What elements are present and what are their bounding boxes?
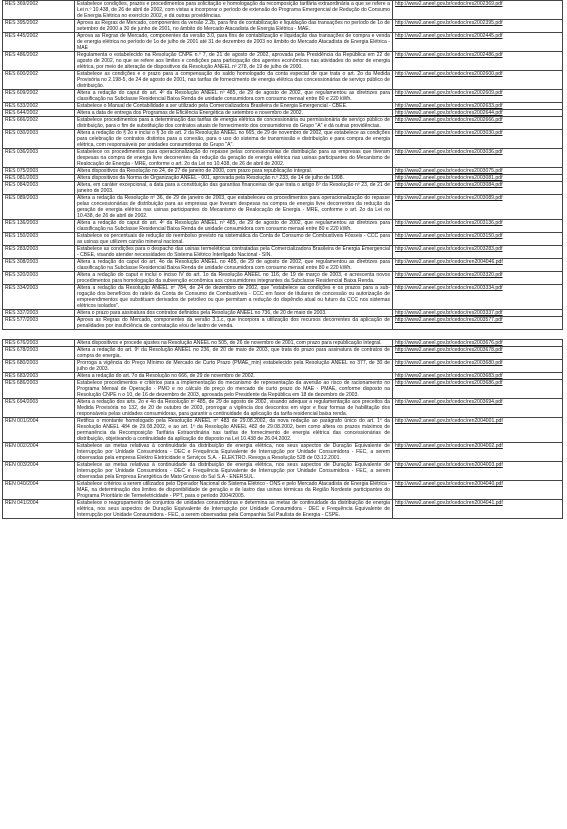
resolution-description: Altera a redação do caput e inclui o inciso IV do art. 1o da Resolução ANEEL no 116, de 19 de março de 2003, e acrescenta novos procedimentos para homologação da subvenção econômica aos consumidores integrantes da Subclasse Residencial Baixa Renda. [75, 272, 393, 285]
resolution-pdf-link[interactable]: http://www2.aneel.gov.br/cedoc/res2003680.pdf [393, 360, 563, 373]
resolution-pdf-link[interactable]: http://www2.aneel.gov.br/cedoc/res2003089.pdf [393, 195, 563, 220]
resolution-description: Estabelece procedimentos para a determinação das tarifas de energia elétrica de concessionária ou permissionária de serviço público de distribuição, para o fim de substituição dos contratos atuais de fornecimento dos consumidores do Grupo "A" e dá outras providências. [75, 117, 393, 130]
resolution-pdf-link[interactable]: http://www2.aneel.gov.br/cedoc/ren2004046.pdf [393, 259, 563, 272]
resolution-id: RES 676/2003 [3, 340, 75, 347]
resolution-pdf-link[interactable]: http://www2.aneel.gov.br/cedoc/res2003075.pdf [393, 168, 563, 175]
table-row [3, 117, 563, 130]
resolution-id: REN 001/2004 [3, 418, 75, 443]
table-row [3, 71, 563, 90]
resolution-id: RES 686/2003 [3, 380, 75, 399]
resolution-pdf-link[interactable]: http://www2.aneel.gov.br/cedoc/res2002644.pdf [393, 110, 563, 117]
table-row [3, 103, 563, 110]
resolution-description: Estabelece as condições para o despacho das usinas termelétricas contratadas pela Comercializadora Brasileira de Energia Emergencial - CBEE, visando atender necessidades do Sistema Elétrico Interligado Nacional - SIN. [75, 246, 393, 259]
resolution-id: RES 486/2002 [3, 52, 75, 71]
resolution-pdf-link[interactable]: http://www2.aneel.gov.br/cedoc/res2002486.pdf [393, 52, 563, 71]
resolution-pdf-link[interactable]: http://www2.aneel.gov.br/cedoc/ren2004040.pdf [393, 481, 563, 500]
table-row [3, 168, 563, 175]
table-row [3, 347, 563, 360]
resolution-id: RES 334/2003 [3, 285, 75, 310]
resolution-description: Altera a data de entrega dos Programas de Eficiência Energética de setembro e novembro de 2002. [75, 110, 393, 117]
resolution-id: RES 075/2003 [3, 168, 75, 175]
resolution-description: Estabelece o reagrupamento de conjuntos de unidades consumidoras e determina as metas de continuidade da distribuição de energia elétrica, nos seus aspectos de Duração Equivalente de Interrupção por Unidade Consumidora - DEC e Frequência Equivalente de Interrupção por Unidade Consumidora - FEC, a serem observadas pela Companhia Sul Paulista de Energia - CSPE. [75, 500, 393, 519]
resolution-description: Estabelece as condições e o prazo para a compensação do saldo homologado da conta especial de que trata o art. 2o da Medida Provisória no 2.198-5, de 24 de agosto de 2001, nas tarifas de fornecimento de energia elétrica das concessionárias de serviço público de distribuição. [75, 71, 393, 90]
resolution-description: Estabelece as metas relativas à continuidade da distribuição de energia elétrica, nos seus aspectos de Duração Equivalente de Interrupção por Unidade Consumidora - DEC e Frequência Equivalente de Interrupção por Unidade Consumidora - FEC, a serem observadas pela empresa Elektro Eletricidade e Serviços S.A. - ELEKTRO. Revoga a Resolução 528 de 03.12.2001. [75, 443, 393, 462]
resolution-pdf-link[interactable]: http://www2.aneel.gov.br/cedoc/res2003577.pdf [393, 317, 563, 330]
table-row [3, 481, 563, 500]
resolution-description: Altera a redação dos arts. 2o e 4o da Resolução nº 485, de 29 de agosto de 2002, visando adequar a regulamentação aos preceitos da Medida Provisória no 132, de 20 de outubro de 2003, prorrogar a vigência dos descontos em vigor e fixar formas de habilitação dos responsáveis pelas unidades consumidoras, para garantir a continuidade da aplicação da tarifa residencial baixa renda. [75, 399, 393, 418]
resolution-id: RES 089/2003 [3, 195, 75, 220]
table-row [3, 500, 563, 519]
resolution-description: Estabelece condições, prazos e procedimentos para solicitação e homologação da recomposição tarifária extraordinária a que se refere a Lei n.º 10.438, de 26 de abril de 2002, com vistas a incorporar o período de extensão do Programa Emergencial de Redução do Consumo de Energia Elétrica no exercício 2002, e dá outras providências. [75, 1, 393, 20]
resolution-description: Altera o prazo para assinatura dos contratos definidos pela Resolução ANEEL no 736, de 20 de maio de 2003. [75, 310, 393, 317]
resolution-pdf-link[interactable]: http://www2.aneel.gov.br/cedoc/res2003683.pdf [393, 373, 563, 380]
table-row [3, 317, 563, 330]
resolution-pdf-link[interactable]: http://www2.aneel.gov.br/cedoc/res2003320.pdf [393, 272, 563, 285]
resolution-description: Altera a redação do art. 9º da Resolução ANEEL no 236, de 20 de maio de 2003, que trata do prazo para assinatura de contratos de compra de energia. [75, 347, 393, 360]
resolution-pdf-link[interactable]: http://www2.aneel.gov.br/cedoc/res2003694.pdf [393, 399, 563, 418]
resolution-pdf-link[interactable]: http://www2.aneel.gov.br/cedoc/res2003686.pdf [393, 380, 563, 399]
resolution-id: RES 680/2003 [3, 360, 75, 373]
table-row [3, 110, 563, 117]
resolution-pdf-link[interactable]: http://www2.aneel.gov.br/cedoc/ren2004003.pdf [393, 462, 563, 481]
resolution-description: Altera a redação da Resolução ANEEL nº 784, de 24 de dezembro de 2002, que "estabelece as condições e os prazos para a sub-rogação dos benefícios do rateio da Conta de Consumo de Combustíveis - CCC em favor de titulares de concessão ou autorização de empreendimentos que substituam derivados de petróleo ou que permitam a redução do dispêndio atual ou futuro da CCC nos sistemas elétricos isolados". [75, 285, 393, 310]
resolution-description: Altera a redação do caput do art. 4º da Resolução ANEEL nº 485, de 29 de agosto de 2002, que regulamentou as diretrizes para classificação na Subclasse Residencial Baixa Renda de unidade consumidora com consumo mensal entre 80 e 220 kWh. [75, 220, 393, 233]
table-row [3, 380, 563, 399]
resolution-description: Estabelece procedimentos e critérios para a implementação do mecanismo de representação da aversão ao risco de racionamento no Programa Mensal de Operação - PMO e no cálculo do preço do mercado de curto prazo do MAE - PMAE, conforme disposto na Resolução CNPE n o 10, de 16 de dezembro de 2003, aprovada pelo Presidente da República em 18 de dezembro de 2003. [75, 380, 393, 399]
resolution-pdf-link[interactable]: http://www2.aneel.gov.br/cedoc/res2002600.pdf [393, 71, 563, 90]
resolution-pdf-link[interactable]: http://www2.aneel.gov.br/cedoc/res2003036.pdf [393, 149, 563, 168]
resolution-pdf-link[interactable]: http://www2.aneel.gov.br/cedoc/res2002609.pdf [393, 90, 563, 103]
resolution-description: Altera dispositivos e procede ajustes na Resolução ANEEL no 505, de 26 de novembro de 2001, com prazo para republicação integral. [75, 340, 393, 347]
table-row [3, 195, 563, 220]
resolution-pdf-link[interactable]: http://www2.aneel.gov.br/cedoc/res2003150.pdf [393, 233, 563, 246]
resolution-pdf-link[interactable]: http://www2.aneel.gov.br/cedoc/res2002633.pdf [393, 103, 563, 110]
table-row [3, 399, 563, 418]
resolution-pdf-link[interactable]: http://www2.aneel.gov.br/cedoc/res2003334.pdf [393, 285, 563, 310]
resolution-id: RES 600/2002 [3, 71, 75, 90]
resolution-description: Aprova as Regras do Mercado, componentes da versão 3.1.c, que incorpora a utilização dos recursos decorrentes da aplicação de penalidades por insuficiência de contratação e/ou de lastro de venda. [75, 317, 393, 330]
resolution-id: REN 041/2004 [3, 500, 75, 519]
resolution-description: Estabelece os procedimentos para operacionalização do repasse pelas concessionárias de distribuição para as empresas que tiveram despesas na compra de energia livre decorrentes da redução da geração de energia elétrica nas usinas participantes do Mecanismo de Realocação de Energia - MRE, conforme o art. 2o da Lei no 10.438, de 26 de abril de 2002. [75, 149, 393, 168]
table-row [3, 182, 563, 195]
resolution-pdf-link[interactable]: http://www2.aneel.gov.br/cedoc/res2002369.pdf [393, 1, 563, 20]
resolution-id: RES 678/2003 [3, 347, 75, 360]
resolution-id: RES 030/2003 [3, 130, 75, 149]
resolution-description: Estabelece critérios a serem utilizados pelo Operador Nacional do Sistema Elétrico - ONS e pelo Mercado Atacadista de Energia Elétrica - MAE, na determinação dos limites de disponibilidade de geração e de lastro das usinas térmicas da Região Nordeste participantes do Programa Prioritário de Termeletricidade - PPT, para o período 2004/2005. [75, 481, 393, 500]
table-row [3, 259, 563, 272]
table-row [3, 20, 563, 33]
resolution-description: Altera dispositivos da Resolução no 24, de 27 de janeiro de 2000, com prazo para republicação integral. [75, 168, 393, 175]
resolution-pdf-link[interactable]: http://www2.aneel.gov.br/cedoc/res2002395.pdf [393, 20, 563, 33]
table-row [3, 310, 563, 317]
resolution-id: RES 308/2003 [3, 259, 75, 272]
resolution-id: RES 445/2002 [3, 33, 75, 52]
resolution-description: Altera, em caráter excepcional, a data para a constituição das garantias financeiras de que trata o artigo 6º da Resolução nº 23, de 21 de janeiro de 2003. [75, 182, 393, 195]
resolution-id: REN 040/2004 [3, 481, 75, 500]
resolution-pdf-link[interactable]: http://www2.aneel.gov.br/cedoc/res2002666.pdf [393, 117, 563, 130]
resolution-id: RES 666/2002 [3, 117, 75, 130]
resolution-id: RES 136/2003 [3, 220, 75, 233]
resolution-id: RES 644/2002 [3, 110, 75, 117]
resolutions-table-1 [2, 0, 563, 330]
page-gap [2, 330, 562, 339]
resolution-id: RES 337/2003 [3, 310, 75, 317]
resolution-description: Estabelece os percentuais de redução do reembolso previsto na sistemática da Conta de Consumo de Combustíveis Fósseis - CCC para as usinas que utilizem carvão mineral nacional. [75, 233, 393, 246]
resolution-pdf-link[interactable]: http://www2.aneel.gov.br/cedoc/res2002445.pdf [393, 33, 563, 52]
table-row [3, 272, 563, 285]
resolution-description: Estabelece as metas relativas à continuidade da distribuição de energia elétrica, nos seus aspectos de Duração Equivalente de Interrupção por Unidade Consumidora - DEC e Frequência Equivalente de Interrupção por Unidade Consumidora - FEC, a serem observadas pela Empresa Energética de Mato Grosso do Sul S.A - ENERSUL. [75, 462, 393, 481]
table-row [3, 443, 563, 462]
table-row [3, 130, 563, 149]
table-row [3, 149, 563, 168]
resolution-id: RES 283/2003 [3, 246, 75, 259]
table-row [3, 220, 563, 233]
resolution-pdf-link[interactable]: http://www2.aneel.gov.br/cedoc/res2003084.pdf [393, 182, 563, 195]
table-row [3, 1, 563, 20]
resolution-description: Altera a redação do art. 7o da Resolução no 666, de 29 de novembro de 2002. [75, 373, 393, 380]
resolution-id: REN 002/2004 [3, 443, 75, 462]
table-row [3, 340, 563, 347]
resolution-id: RES 150/2003 [3, 233, 75, 246]
table-row [3, 233, 563, 246]
resolution-description: Altera a redação do § 2o e inclui o § 3o do art. 2 da Resolução ANEEL no 665, de 29 de novembro de 2002, que estabelece as condições para celebração de contratos distintos para a conexão, para o uso do sistema de transmissão e distribuição e para compra de energia elétrica, com responsáveis por unidades consumidoras do Grupo "A". [75, 130, 393, 149]
resolution-pdf-link[interactable]: http://www2.aneel.gov.br/cedoc/res2003081.pdf [393, 175, 563, 182]
resolution-id: RES 694/2003 [3, 399, 75, 418]
table-row [3, 52, 563, 71]
table-body-1 [3, 1, 563, 330]
resolution-description: Prorroga a vigência do Preço Mínimo de Mercado de Curto Prazo (PMAE_min) estabelecido pela Resolução ANEEL no 377, de 30 de julho de 2003. [75, 360, 393, 373]
resolution-id: RES 081/2003 [3, 175, 75, 182]
table-row [3, 246, 563, 259]
table-row [3, 175, 563, 182]
resolution-pdf-link[interactable]: http://www2.aneel.gov.br/cedoc/res2003678.pdf [393, 347, 563, 360]
table-row [3, 360, 563, 373]
resolution-id: RES 369/2002 [3, 1, 75, 20]
resolution-pdf-link[interactable]: http://www2.aneel.gov.br/cedoc/res2003136.pdf [393, 220, 563, 233]
resolution-description: Aprova as Regras de Mercado, componentes da versão 3.0, para fins de contabilização e liquidação das transações de compra e venda de energia elétrica no período de 1o de julho de 2001 até 31 de dezembro de 2003 no âmbito do Mercado Atacadista de Energia Elétrica - MAE [75, 33, 393, 52]
resolution-pdf-link[interactable]: http://www2.aneel.gov.br/cedoc/ren2004002.pdf [393, 443, 563, 462]
resolution-pdf-link[interactable]: http://www2.aneel.gov.br/cedoc/ren2004001.pdf [393, 418, 563, 443]
table-row [3, 373, 563, 380]
resolutions-table-2 [2, 339, 563, 519]
resolution-pdf-link[interactable]: http://www2.aneel.gov.br/cedoc/res2003283.pdf [393, 246, 563, 259]
resolution-description: Retifica o montante homologado pela Resolução ANEEL nº 483 de 29.08.2002, da nova redação ao parágrafo único do art. 1º da Resolução ANEEL 484 de 29.08.2002, e ao art. 1º da Resolução ANEEL 482 de 29.08.2002, bem como altera os prazos máximos de permanência da Recomposição Tarifária Extraordinária nas tarifas de fornecimento de energia elétrica das concessionárias de distribuição, objetivando a continuidade da aplicação do disposto na Lei 10.438 de 26.04.2002. [75, 418, 393, 443]
resolution-pdf-link[interactable]: http://www2.aneel.gov.br/cedoc/res2003337.pdf [393, 310, 563, 317]
resolution-id: RES 683/2003 [3, 373, 75, 380]
table-row [3, 90, 563, 103]
resolution-id: RES 633/2002 [3, 103, 75, 110]
resolution-id: RES 084/2003 [3, 182, 75, 195]
resolution-description: Regulamenta o estabelecido na Resolução CNPE n.º 7, de 21 de agosto de 2002, aprovada pela Presidência da República em 22 de agosto de 2002, no que se refere aos limites e condições para participação dos agentes econômicos nas atividades do setor de energia elétrica, por meio de alteração de dispositivos da Resolução ANEEL nº 278, de 19 de julho de 2000. [75, 52, 393, 71]
document-page [2, 0, 562, 519]
resolution-id: REN 003/2004 [3, 462, 75, 481]
table-row [3, 418, 563, 443]
resolution-pdf-link[interactable]: http://www2.aneel.gov.br/cedoc/res2003030.pdf [393, 130, 563, 149]
table-row [3, 33, 563, 52]
table-body-2 [3, 340, 563, 519]
table-row [3, 285, 563, 310]
resolution-pdf-link[interactable]: http://www2.aneel.gov.br/cedoc/ren2004041.pdf [393, 500, 563, 519]
resolution-description: Altera dispositivos da Norma de Organização ANEEL - 001, aprovada pela Resolução n.º 233, de 14 de julho de 1998. [75, 175, 393, 182]
resolution-pdf-link[interactable]: http://www2.aneel.gov.br/cedoc/res2003676.pdf [393, 340, 563, 347]
resolution-id: RES 395/2002 [3, 20, 75, 33]
resolution-description: Altera a redação do caput do art. 4o da Resolução ANEEL no 485, de 29 de agosto de 2002, que regulamentou as diretrizes para classificação na Subclasse Residencial Baixa Renda de unidade consumidora com consumo mensal entre 80 e 220 kWh. [75, 259, 393, 272]
resolution-description: Estabelece o Manual de Contabilidade a ser utilizado pela Comercializadora Brasileira de Energia Emergencial - CBEE. [75, 103, 393, 110]
table-row [3, 462, 563, 481]
resolution-description: Aprova as Regras de Mercado, componentes da versão 2.2b, para fins de contabilização e liquidação das transações no período de 1o de setembro de 2000 a 30 de junho de 2001, no âmbito do Mercado Atacadista de Energia Elétrica - MAE. [75, 20, 393, 33]
resolution-description: Altera a redação da Resolução nº 36, de 29 de janeiro de 2003, que estabeleceu os procedimentos para operacionalização do repasse pelas concessionárias de distribuição para as empresas que tiveram despesas na compra de energia livre decorrentes da redução da geração de energia elétrica nas usinas participantes do Mecanismo de Realocação de Energia - MRE, conforme o art. 2o da Lei no 10.438, de 26 de abril de 2002. [75, 195, 393, 220]
resolution-id: RES 577/2003 [3, 317, 75, 330]
resolution-description: Altera a redação do caput do art. 4º da Resolução ANEEL nº 485, de 29 de agosto de 2002, que regulamentou as diretrizes para classificação na Subclasse Residencial Baixa Renda de unidade consumidora com consumo mensal entre 80 e 220 kWh. [75, 90, 393, 103]
resolution-id: RES 609/2002 [3, 90, 75, 103]
resolution-id: RES 036/2003 [3, 149, 75, 168]
resolution-id: RES 320/2003 [3, 272, 75, 285]
